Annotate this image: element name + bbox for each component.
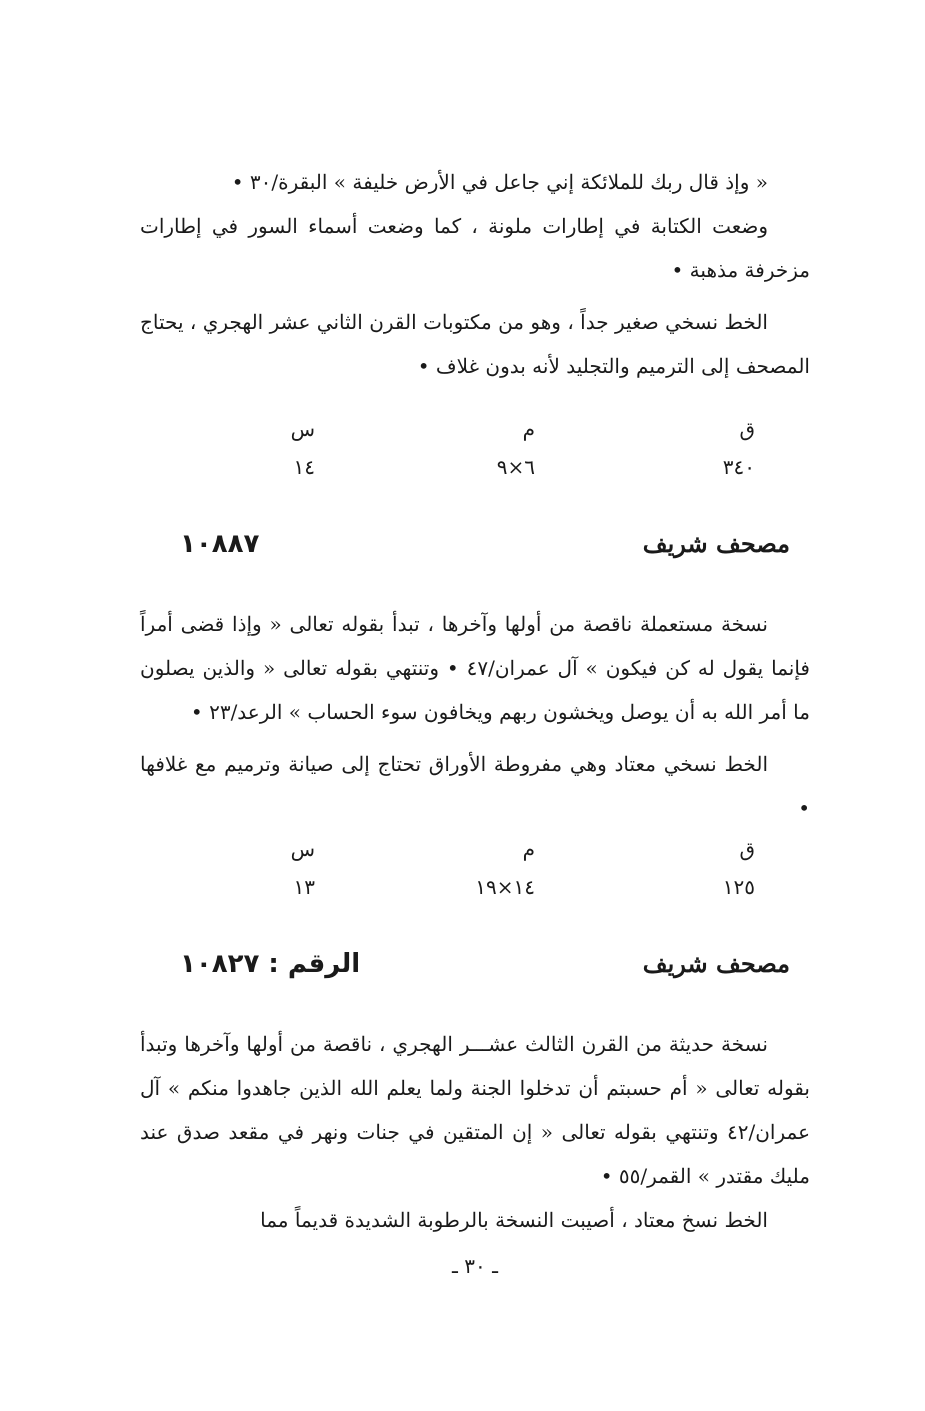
- entry-number: الرقم : ١٠٨٢٧: [180, 949, 361, 979]
- dim-value-leaves: ٣٤٠: [722, 455, 755, 479]
- script-note: الخط نسخي معتاد وهي مفروطة الأوراق تحتاج إلى صيانة وترميم مع غلافها •: [140, 752, 810, 820]
- dim-value-size: ١٤×١٩: [475, 875, 535, 899]
- entry-heading: [140, 522, 810, 566]
- dim-label-size: م: [522, 417, 535, 441]
- dim-value-lines: ١٣: [293, 875, 315, 899]
- dim-label-leaves: ق: [739, 837, 755, 861]
- dimensions-table: [195, 410, 755, 486]
- entry-description: نسخة حديثة من القرن الثالث عشـــر الهجري ، ناقصة من أولها وآخرها وتبدأ بقوله تعالى « أم حسبتم أن تدخلوا الجنة ولما يعلم الله الذين جاهدوا منكم » آل عمران/٤٢ وتنتهي بقوله تعالى « إن المتقين في جنات ونهر في مقعد صدق عند مليك مقتدر » القمر/٥٥ •: [140, 1032, 810, 1188]
- document-page: [140, 160, 810, 1286]
- dimensions-values: [195, 868, 755, 906]
- dim-value-size: ٦×٩: [496, 455, 535, 479]
- dimensions-labels: [195, 410, 755, 448]
- dim-label-leaves: ق: [739, 417, 755, 441]
- entry-title: مصحف شريف: [642, 949, 790, 978]
- entry-heading: [140, 942, 810, 986]
- quote-line: « وإذ قال ربك للملائكة إني جاعل في الأرض خليفة » البقرة/٣٠ •: [231, 170, 768, 194]
- entry-title: مصحف شريف: [642, 529, 790, 558]
- dimensions-labels: [195, 830, 755, 868]
- entry-description: نسخة مستعملة ناقصة من أولها وآخرها ، تبدأ بقوله تعالى « وإذا قضى أمراً فإنما يقول له كن فيكون » آل عمران/٤٧ • وتنتهي بقوله تعالى « والذين يصلون ما أمر الله به أن يوصل ويخشون ربهم ويخافون سوء الحساب » الرعد/٢٣ •: [140, 612, 810, 724]
- dimensions-values: [195, 448, 755, 486]
- dim-value-leaves: ١٢٥: [722, 875, 755, 899]
- entry-number: ١٠٨٨٧: [180, 529, 260, 559]
- dim-label-size: م: [522, 837, 535, 861]
- dim-value-lines: ١٤: [293, 455, 315, 479]
- frames-note: وضعت الكتابة في إطارات ملونة ، كما وضعت أسماء السور في إطارات مزخرفة مذهبة •: [140, 214, 810, 282]
- dimensions-table: [195, 830, 755, 906]
- script-note: الخط نسخي صغير جداً ، وهو من مكتوبات القرن الثاني عشر الهجري ، يحتاج المصحف إلى الترميم والتجليد لأنه بدون غلاف •: [140, 310, 810, 378]
- dim-label-lines: س: [290, 417, 315, 441]
- dim-label-lines: س: [290, 837, 315, 861]
- script-note: الخط نسخ معتاد ، أصيبت النسخة بالرطوبة الشديدة قديماً مما: [260, 1208, 768, 1232]
- page-number: ـ ٣٠ ـ: [452, 1254, 498, 1278]
